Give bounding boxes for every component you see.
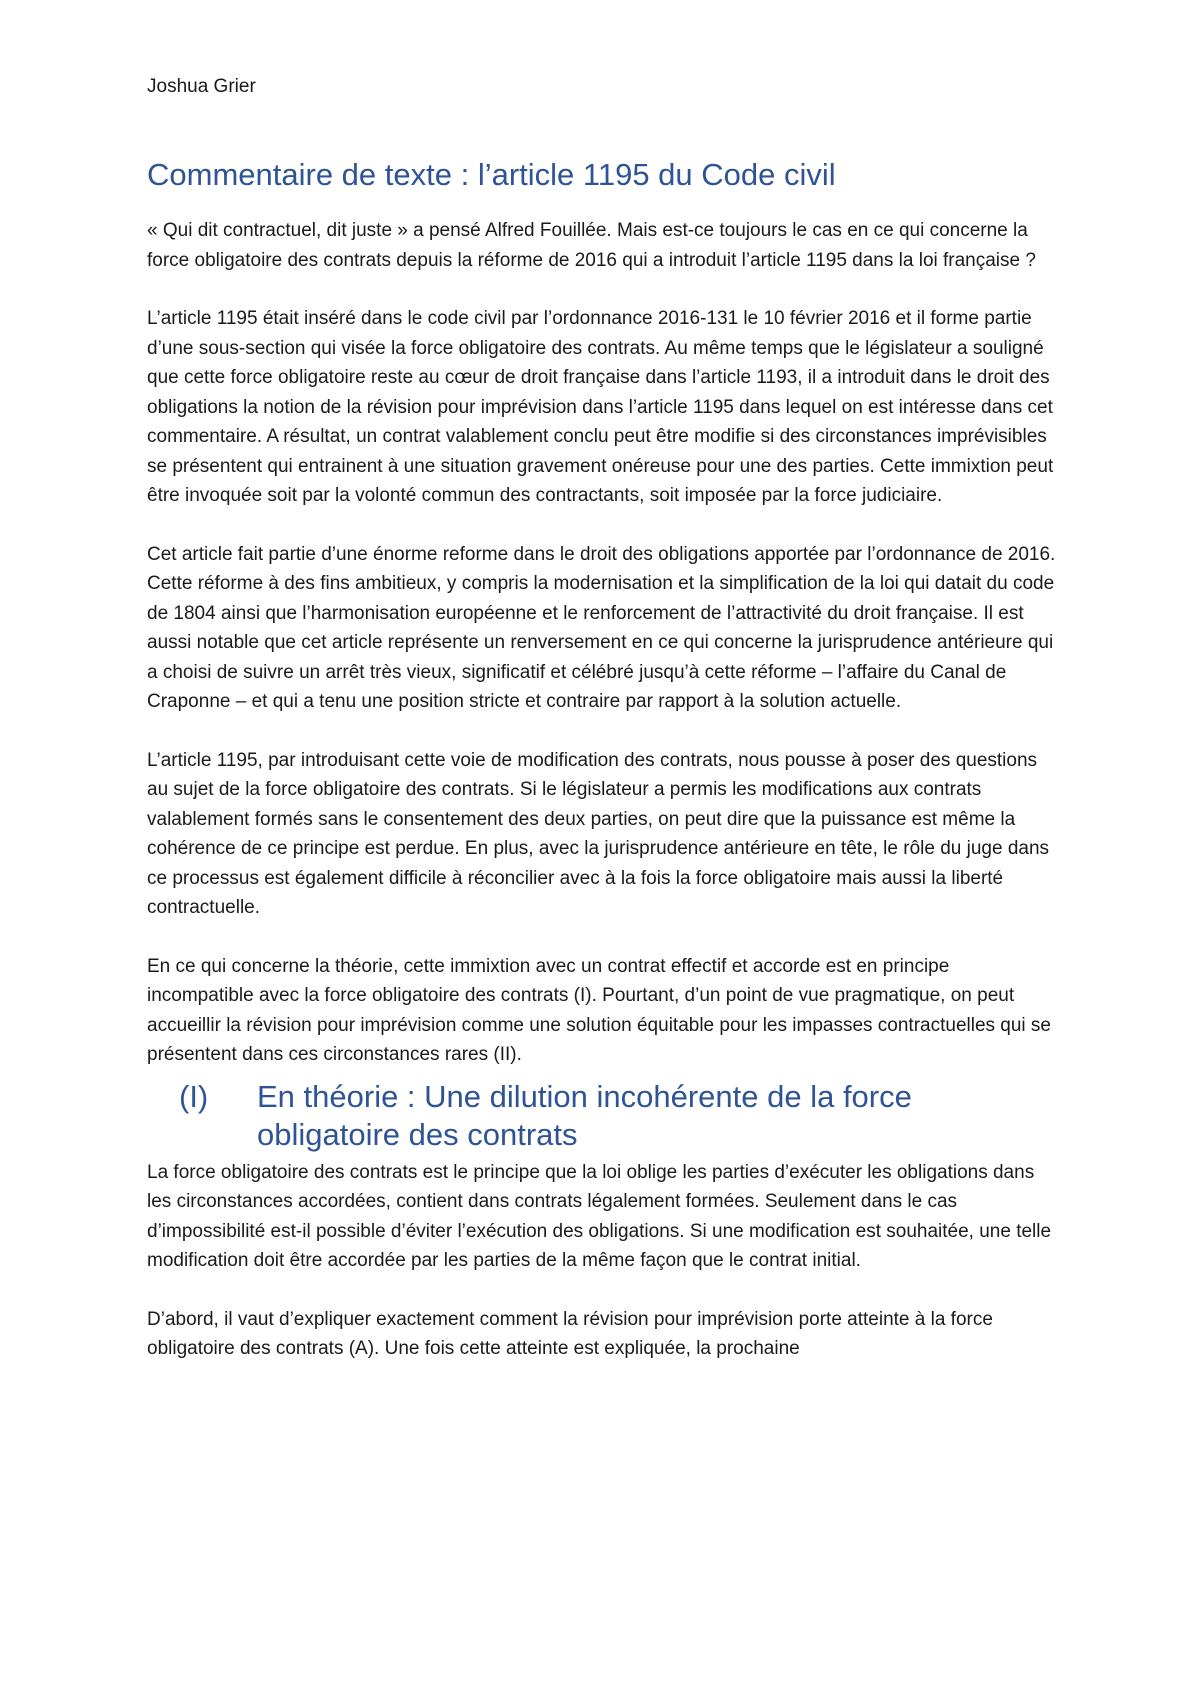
section-1-paragraph-2: D’abord, il vaut d’expliquer exactement comment la révision pour imprévision porte atteinte à la force obligatoire des contrats (A). Une fois cette atteinte est expliquée, la prochaine	[147, 1308, 993, 1359]
intro-paragraph-3: Cet article fait partie d’une énorme reforme dans le droit des obligations apportée par l’ordonnance de 2016. Cette réforme à des fins ambitieux, y compris la modernisation et la simplification de la loi qui datait du code de 1804 ainsi que l’harmonisation européenne et le renforcement de l’attractivité du droit française. Il est aussi notable que cet article représente un renversement en ce qui concerne la jurisprudence antérieure qui a choisi de suivre un arrêt très vieux, significatif et célébré jusqu’à cette réforme – l’affaire du Canal de Craponne – et qui a tenu une position stricte et contraire par rapport à la solution actuelle.	[147, 543, 1056, 712]
intro-paragraph-2: L’article 1195 était inséré dans le code civil par l’ordonnance 2016-131 le 10 février 2016 et il forme partie d’une sous-section qui visée la force obligatoire des contrats. Au même temps que le législateur a souligné que cette force obligatoire reste au cœur de droit française dans l’article 1193, il a introduit dans le droit des obligations la notion de la révision pour imprévision dans l’article 1195 dans lequel on est intéresse dans cet commentaire. A résultat, un contrat valablement conclu peut être modifie si des circonstances imprévisibles se présentent qui entrainent à une situation gravement onéreuse pour une des parties. Cette immixtion peut être invoquée soit par la volonté commun des contractants, soit imposée par la force judiciaire.	[147, 308, 1054, 506]
section-1-paragraph-1: La force obligatoire des contrats est le principe que la loi oblige les parties d’exécuter les obligations dans les circonstances accordées, contient dans contrats légalement formées. Seulement dans le cas d’impossibilité est-il possible d’éviter l’exécution des obligations. Si une modification est souhaitée, une telle modification doit être accordée par les parties de la même façon que le contrat initial.	[147, 1161, 1052, 1271]
author-name: Joshua Grier	[147, 76, 256, 97]
intro-paragraph-1: « Qui dit contractuel, dit juste » a pensé Alfred Fouillée. Mais est-ce toujours le cas en ce qui concerne la force obligatoire des contrats depuis la réforme de 2016 qui a introduit l’article 1195 dans la loi française ?	[147, 220, 1036, 271]
document-title: Commentaire de texte : l’article 1195 du Code civil	[147, 157, 836, 192]
intro-paragraph-5: En ce qui concerne la théorie, cette immixtion avec un contrat effectif et accorde est en principe incompatible avec la force obligatoire des contrats (I). Pourtant, d’un point de vue pragmatique, on peut accueillir la révision pour imprévision comme une solution équitable pour les impasses contractuelles qui se présentent dans ces circonstances rares (II).	[147, 955, 1052, 1065]
section-1-title: En théorie : Une dilution incohérente de la force obligatoire des contrats	[257, 1078, 912, 1152]
section-1-number: (I)	[179, 1078, 209, 1114]
intro-paragraph-4: L’article 1195, par introduisant cette voie de modification des contrats, nous pousse à poser des questions au sujet de la force obligatoire des contrats. Si le législateur a permis les modifications aux contrats valablement formés sans le consentement des deux parties, on peut dire que la puissance est même la cohérence de ce principe est perdue. En plus, avec la jurisprudence antérieure en tête, le rôle du juge dans ce processus est également difficile à réconcilier avec à la fois la force obligatoire mais aussi la liberté contractuelle.	[147, 749, 1050, 918]
section-1-heading	[147, 1078, 1060, 1154]
